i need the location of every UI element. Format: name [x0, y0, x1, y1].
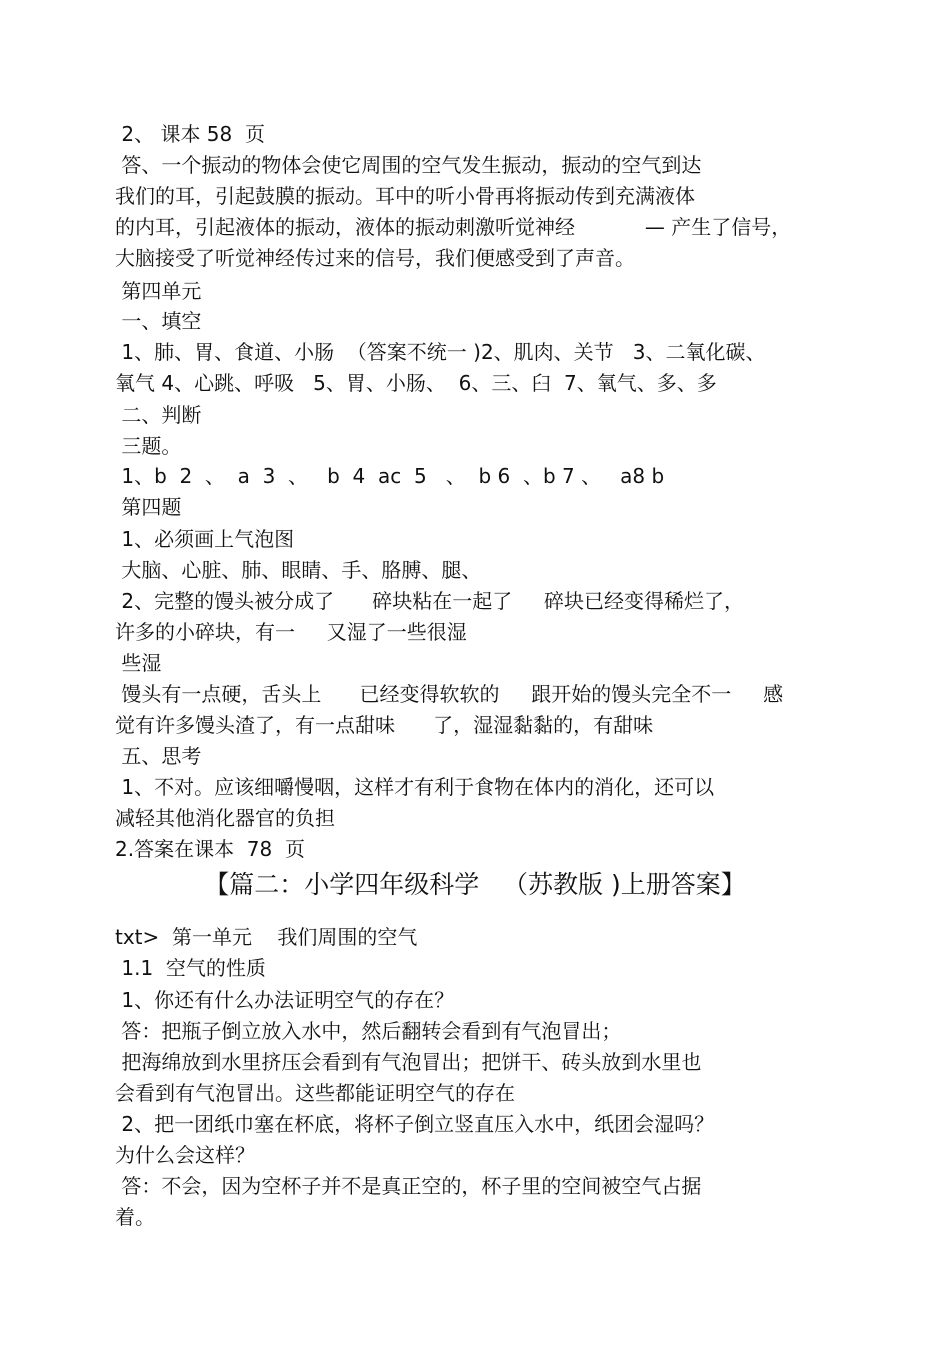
text-line: txt> 第一单元 我们周围的空气 — [115, 925, 418, 949]
text-line: 氧气 4、心跳、呼吸 5、胃、小肠、 6、三、臼 7、氧气、多、多 — [115, 371, 717, 395]
text-line: 着。 — [115, 1205, 155, 1229]
section-heading: 第四单元 — [115, 279, 202, 303]
text-line: 把海绵放到水里挤压会看到有气泡冒出；把饼干、砖头放到水里也 — [115, 1050, 702, 1074]
text-line: 的内耳，引起液体的振动，液体的振动刺激听觉神经 — 产生了信号， — [115, 215, 792, 239]
text-line: 1.1 空气的性质 — [115, 956, 266, 980]
text-line: 答、一个振动的物体会使它周围的空气发生振动，振动的空气到达 — [115, 153, 702, 177]
text-line: 1、肺、胃、食道、小肠 （答案不统一 )2、肌肉、关节 3、二氧化碳、 — [115, 340, 766, 364]
text-line: 一、填空 — [115, 309, 202, 333]
text-line: 减轻其他消化器官的负担 — [115, 806, 335, 830]
text-line: 答：把瓶子倒立放入水中，然后翻转会看到有气泡冒出； — [115, 1019, 622, 1043]
text-line: 2、把一团纸巾塞在杯底，将杯子倒立竖直压入水中，纸团会湿吗？ — [115, 1112, 715, 1136]
text-line: 答：不会，因为空杯子并不是真正空的，杯子里的空间被空气占据 — [115, 1174, 702, 1198]
part-heading: 【篇二：小学四年级科学 （苏教版 )上册答案】 — [204, 870, 746, 899]
text-line: 1、你还有什么办法证明空气的存在？ — [115, 988, 455, 1012]
text-line: 2、完整的馒头被分成了 碎块粘在一起了 碎块已经变得稀烂了， — [115, 589, 745, 613]
text-line: 大脑接受了听觉神经传过来的信号，我们便感受到了声音。 — [115, 246, 635, 270]
text-line: 1、必须画上气泡图 — [115, 527, 295, 551]
text-line: 大脑、心脏、肺、眼睛、手、胳膊、腿、 — [115, 558, 482, 582]
text-line: 馒头有一点硬，舌头上 已经变得软软的 跟开始的馒头完全不一 感 — [115, 682, 784, 706]
text-line: 我们的耳，引起鼓膜的振动。耳中的听小骨再将振动传到充满液体 — [115, 184, 695, 208]
text-line: 2、 课本 58 页 — [115, 122, 265, 146]
text-line: 二、判断 — [115, 403, 202, 427]
text-line: 五、思考 — [115, 744, 202, 768]
text-line: 觉有许多馒头渣了，有一点甜味 了，湿湿黏黏的，有甜味 — [115, 713, 654, 737]
text-line: 三题。 — [115, 434, 182, 458]
text-line: 2.答案在课本 78 页 — [115, 837, 305, 861]
text-line: 1、不对。应该细嚼慢咽，这样才有利于食物在体内的消化，还可以 — [115, 775, 715, 799]
text-line: 许多的小碎块，有一 又湿了一些很湿 — [115, 620, 467, 644]
text-line: 为什么会这样？ — [115, 1143, 255, 1167]
text-line: 第四题 — [115, 495, 182, 519]
text-line: 1、b 2 、 a 3 、 b 4 ac 5 、 b 6 、b 7 、 a8 b — [115, 464, 665, 488]
text-line: 会看到有气泡冒出。这些都能证明空气的存在 — [115, 1081, 515, 1105]
text-line: 些湿 — [115, 651, 162, 675]
